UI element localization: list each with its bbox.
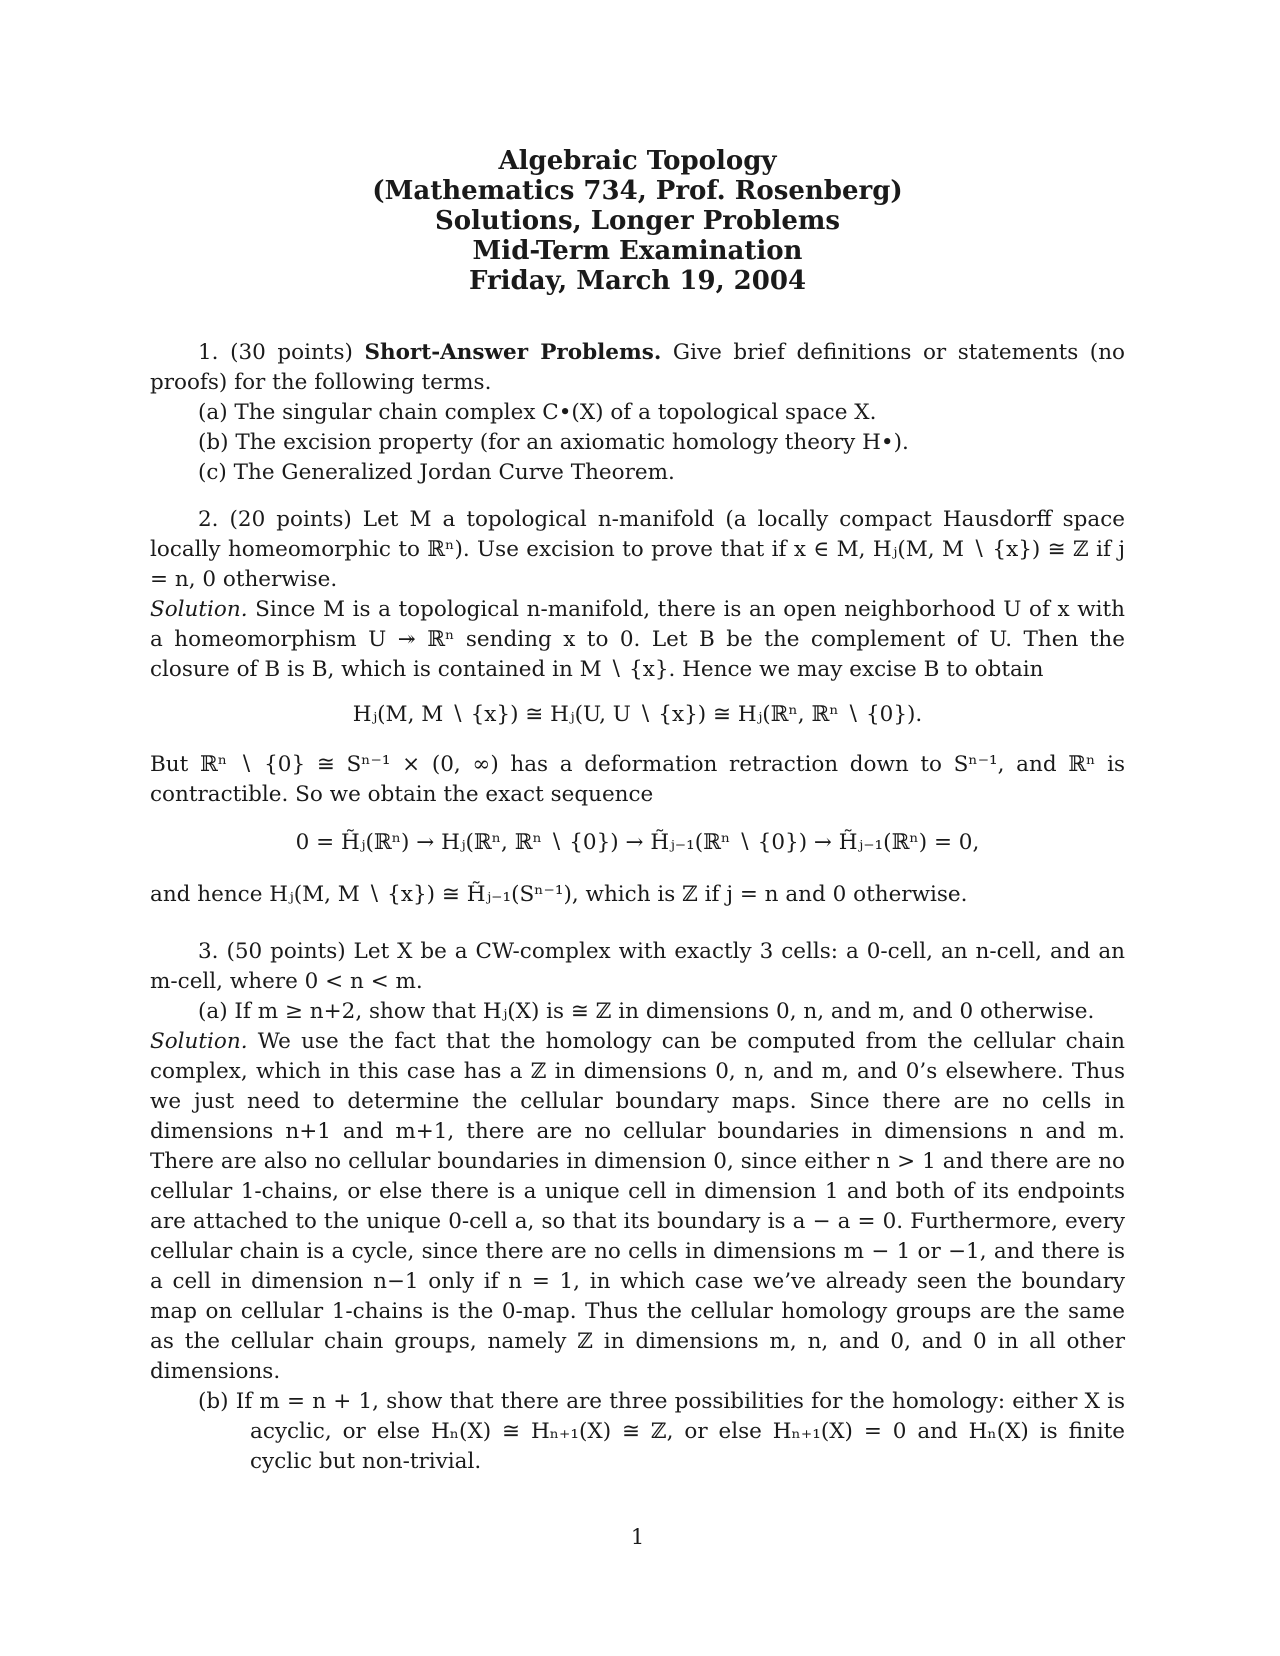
problem-2-solution (150, 595, 1125, 685)
problem-3 (150, 937, 1125, 1477)
title-line-1: Algebraic Topology (498, 146, 777, 176)
display-equation-1: Hⱼ(M, M ∖ {x}) ≅ Hⱼ(U, U ∖ {x}) ≅ Hⱼ(ℝⁿ, ℝⁿ ∖ {0}). (352, 702, 923, 727)
problem-1-part-a: (a) The singular chain complex C•(X) of a topological space X. (198, 400, 877, 425)
title-line-2: (Mathematics 734, Prof. Rosenberg) (372, 176, 903, 206)
page-number: 1 (630, 1525, 645, 1549)
problem-2-conclusion: and hence Hⱼ(M, M ∖ {x}) ≅ H̃ⱼ₋₁(Sⁿ⁻¹), which is ℤ if j = n and 0 otherwise. (150, 882, 968, 907)
problem-1-part-c: (c) The Generalized Jordan Curve Theorem. (198, 460, 675, 485)
problem-3-part-a: (a) If m ≥ n+2, show that Hⱼ(X) is ≅ ℤ in dimensions 0, n, and m, and 0 otherwise. (198, 999, 1095, 1024)
problem-2 (150, 505, 1125, 685)
problem-1-text: Give brief definitions or statements (no proofs) for the following terms. (150, 340, 1125, 395)
problem-1-part-b: (b) The excision property (for an axiomatic homology theory H•). (198, 430, 909, 455)
problem-3-statement: 3. (50 points) Let X be a CW-complex with exactly 3 cells: a 0-cell, an n-cell, and an m-cell, where 0 < n < m. (150, 939, 1125, 994)
title-line-4: Mid-Term Examination (472, 236, 803, 266)
title-line-5: Friday, March 19, 2004 (468, 266, 807, 296)
problem-1 (150, 338, 1125, 488)
title-line-3: Solutions, Longer Problems (434, 206, 841, 236)
problem-2-continued: But ℝⁿ ∖ {0} ≅ Sⁿ⁻¹ × (0, ∞) has a deformation retraction down to Sⁿ⁻¹, and ℝⁿ is contractible. So we obtain the exact sequence (150, 752, 1125, 807)
display-equation-2: 0 = H̃ⱼ(ℝⁿ) → Hⱼ(ℝⁿ, ℝⁿ ∖ {0}) → H̃ⱼ₋₁(ℝⁿ ∖ {0}) → H̃ⱼ₋₁(ℝⁿ) = 0, (295, 830, 980, 855)
solution-label: Solution. (150, 597, 248, 622)
problem-3-solution (150, 1027, 1125, 1387)
solution-label: Solution. (150, 1029, 248, 1054)
problem-1-lead: 1. (30 points) (198, 340, 365, 365)
problem-2-solution-text: Since M is a topological n-manifold, there is an open neighborhood U of x with a homeomorphism U ↠ ℝⁿ sending x to 0. Let B be the complement of U. Then the closure of B is B, which is contained in M ∖ {x}. Hence we may excise B to obtain (150, 597, 1125, 682)
problem-1-statement (150, 338, 1125, 398)
problem-2-statement: 2. (20 points) Let M a topological n-manifold (a locally compact Hausdorff space locally homeomorphic to ℝⁿ). Use excision to prove that if x ∈ M, Hⱼ(M, M ∖ {x}) ≅ ℤ if j = n, 0 otherwise. (150, 507, 1125, 592)
document-title (150, 146, 1125, 296)
problem-3-part-b: (b) If m = n + 1, show that there are three possibilities for the homology: either X is acyclic, or else Hₙ(X) ≅ Hₙ₊₁(X) ≅ ℤ, or else Hₙ₊₁(X) = 0 and Hₙ(X) is finite cyclic but non-trivial. (198, 1389, 1125, 1474)
problem-1-heading: Short-Answer Problems. (364, 340, 662, 365)
problem-3-solution-text: We use the fact that the homology can be computed from the cellular chain complex, which in this case has a ℤ in dimensions 0, n, and m, and 0’s elsewhere. Thus we just need to determine the cellular boundary maps. Since there are no cells in dimensions n+1 and m+1, there are no cellular boundaries in dimensions n and m. There are also no cellular boundaries in dimension 0, since either n > 1 and there are no cellular 1-chains, or else there is a unique cell in dimension 1 and both of its endpoints are attached to the unique 0-cell a, so that its boundary is a − a = 0. Furthermore, every cellular chain is a cycle, since there are no cells in dimensions m − 1 or −1, and there is a cell in dimension n−1 only if n = 1, in which case we’ve already seen the boundary map on cellular 1-chains is the 0-map. Thus the cellular homology groups are the same as the cellular chain groups, namely ℤ in dimensions m, n, and 0, and 0 in all other dimensions. (150, 1029, 1125, 1384)
